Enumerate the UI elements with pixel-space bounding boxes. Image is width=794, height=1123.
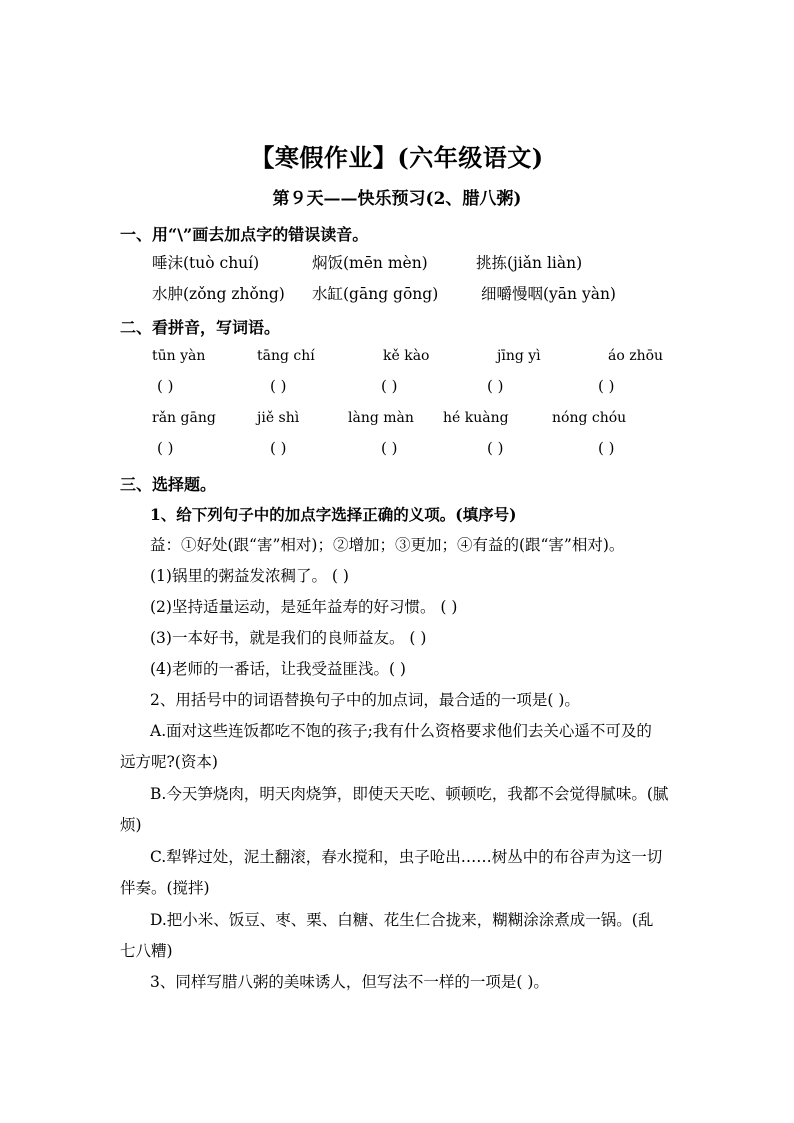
question-2-option-a-cont: 远方呢?(资本) <box>120 753 218 771</box>
answer-blank: ( ) <box>381 377 398 395</box>
question-2-option-c-cont: 伴奏。(搅拌) <box>120 879 210 897</box>
answer-blank: ( ) <box>487 377 504 395</box>
answer-blank: ( ) <box>487 439 504 457</box>
answer-blank: ( ) <box>381 439 398 457</box>
pinyin-prompt: làng màn <box>348 410 414 426</box>
question-3-title: 3、同样写腊八粥的美味诱人，但写法不一样的一项是( )。 <box>150 973 549 991</box>
question-2-option-d-cont: 七八糟) <box>120 942 173 960</box>
pinyin-item: 唾沫(tuò chuí) <box>152 254 260 272</box>
pinyin-prompt: rǎn gāng <box>152 410 216 426</box>
section3-heading: 三、选择题。 <box>120 475 217 494</box>
question-2-option-b-cont: 烦) <box>120 816 142 834</box>
question-2-option-a: A.面对这些连饭都吃不饱的孩子;我有什么资格要求他们去关心遥不可及的 <box>150 722 652 740</box>
question-2-option-d: D.把小米、饭豆、枣、栗、白糖、花生仁合拢来，糊糊涂涂煮成一锅。(乱 <box>150 911 654 929</box>
page-title: 【寒假作业】(六年级语文) <box>250 143 544 172</box>
pinyin-prompt: tūn yàn <box>152 348 206 364</box>
question-1-item: (2)坚持适量运动，是延年益寿的好习惯。 ( ) <box>150 598 458 616</box>
answer-blank: ( ) <box>270 439 287 457</box>
answer-blank: ( ) <box>157 377 174 395</box>
pinyin-item: 焖饭(mēn mèn) <box>312 254 428 272</box>
question-1-item: (3)一本好书，就是我们的良师益友。 ( ) <box>150 629 427 647</box>
answer-blank: ( ) <box>157 439 174 457</box>
answer-blank: ( ) <box>598 439 615 457</box>
pinyin-prompt: áo zhōu <box>608 348 664 364</box>
question-2-option-c: C.犁铧过处，泥土翻滚，春水搅和，虫子呛出……树丛中的布谷声为这一切 <box>150 848 663 866</box>
section1-heading: 一、用“\”画去加点字的错误读音。 <box>120 225 369 244</box>
answer-blank: ( ) <box>598 377 615 395</box>
question-1-title: 1、给下列句子中的加点字选择正确的义项。(填序号) <box>150 505 517 524</box>
pinyin-item: 水肿(zǒng zhǒng) <box>152 285 285 303</box>
page-subtitle: 第９天——快乐预习(2、腊八粥) <box>272 189 522 209</box>
pinyin-prompt: nóng chóu <box>552 410 627 426</box>
question-2-option-b: B.今天笋烧肉，明天肉烧笋，即使天天吃、顿顿吃，我都不会觉得腻味。(腻 <box>150 785 669 803</box>
pinyin-item: 水缸(gāng gōng) <box>312 285 439 303</box>
answer-blank: ( ) <box>270 377 287 395</box>
question-1-item: (1)锅里的粥益发浓稠了。 ( ) <box>150 567 349 585</box>
pinyin-prompt: hé kuàng <box>443 410 509 426</box>
question-2-title: 2、用括号中的词语替换句子中的加点词，最合适的一项是( )。 <box>150 691 580 709</box>
pinyin-prompt: jīng yì <box>497 348 541 364</box>
pinyin-prompt: tāng chí <box>257 348 315 364</box>
pinyin-prompt: jiě shì <box>257 410 300 426</box>
pinyin-item: 挑拣(jiǎn liàn) <box>476 254 583 272</box>
question-1-definitions: 益：①好处(跟“害”相对)；②增加；③更加；④有益的(跟“害”相对)。 <box>150 536 625 554</box>
pinyin-item: 细嚼慢咽(yān yàn) <box>481 285 616 303</box>
question-1-item: (4)老师的一番话，让我受益匪浅。( ) <box>150 660 406 678</box>
pinyin-prompt: kě kào <box>383 348 430 364</box>
section2-heading: 二、看拼音，写词语。 <box>120 318 281 337</box>
